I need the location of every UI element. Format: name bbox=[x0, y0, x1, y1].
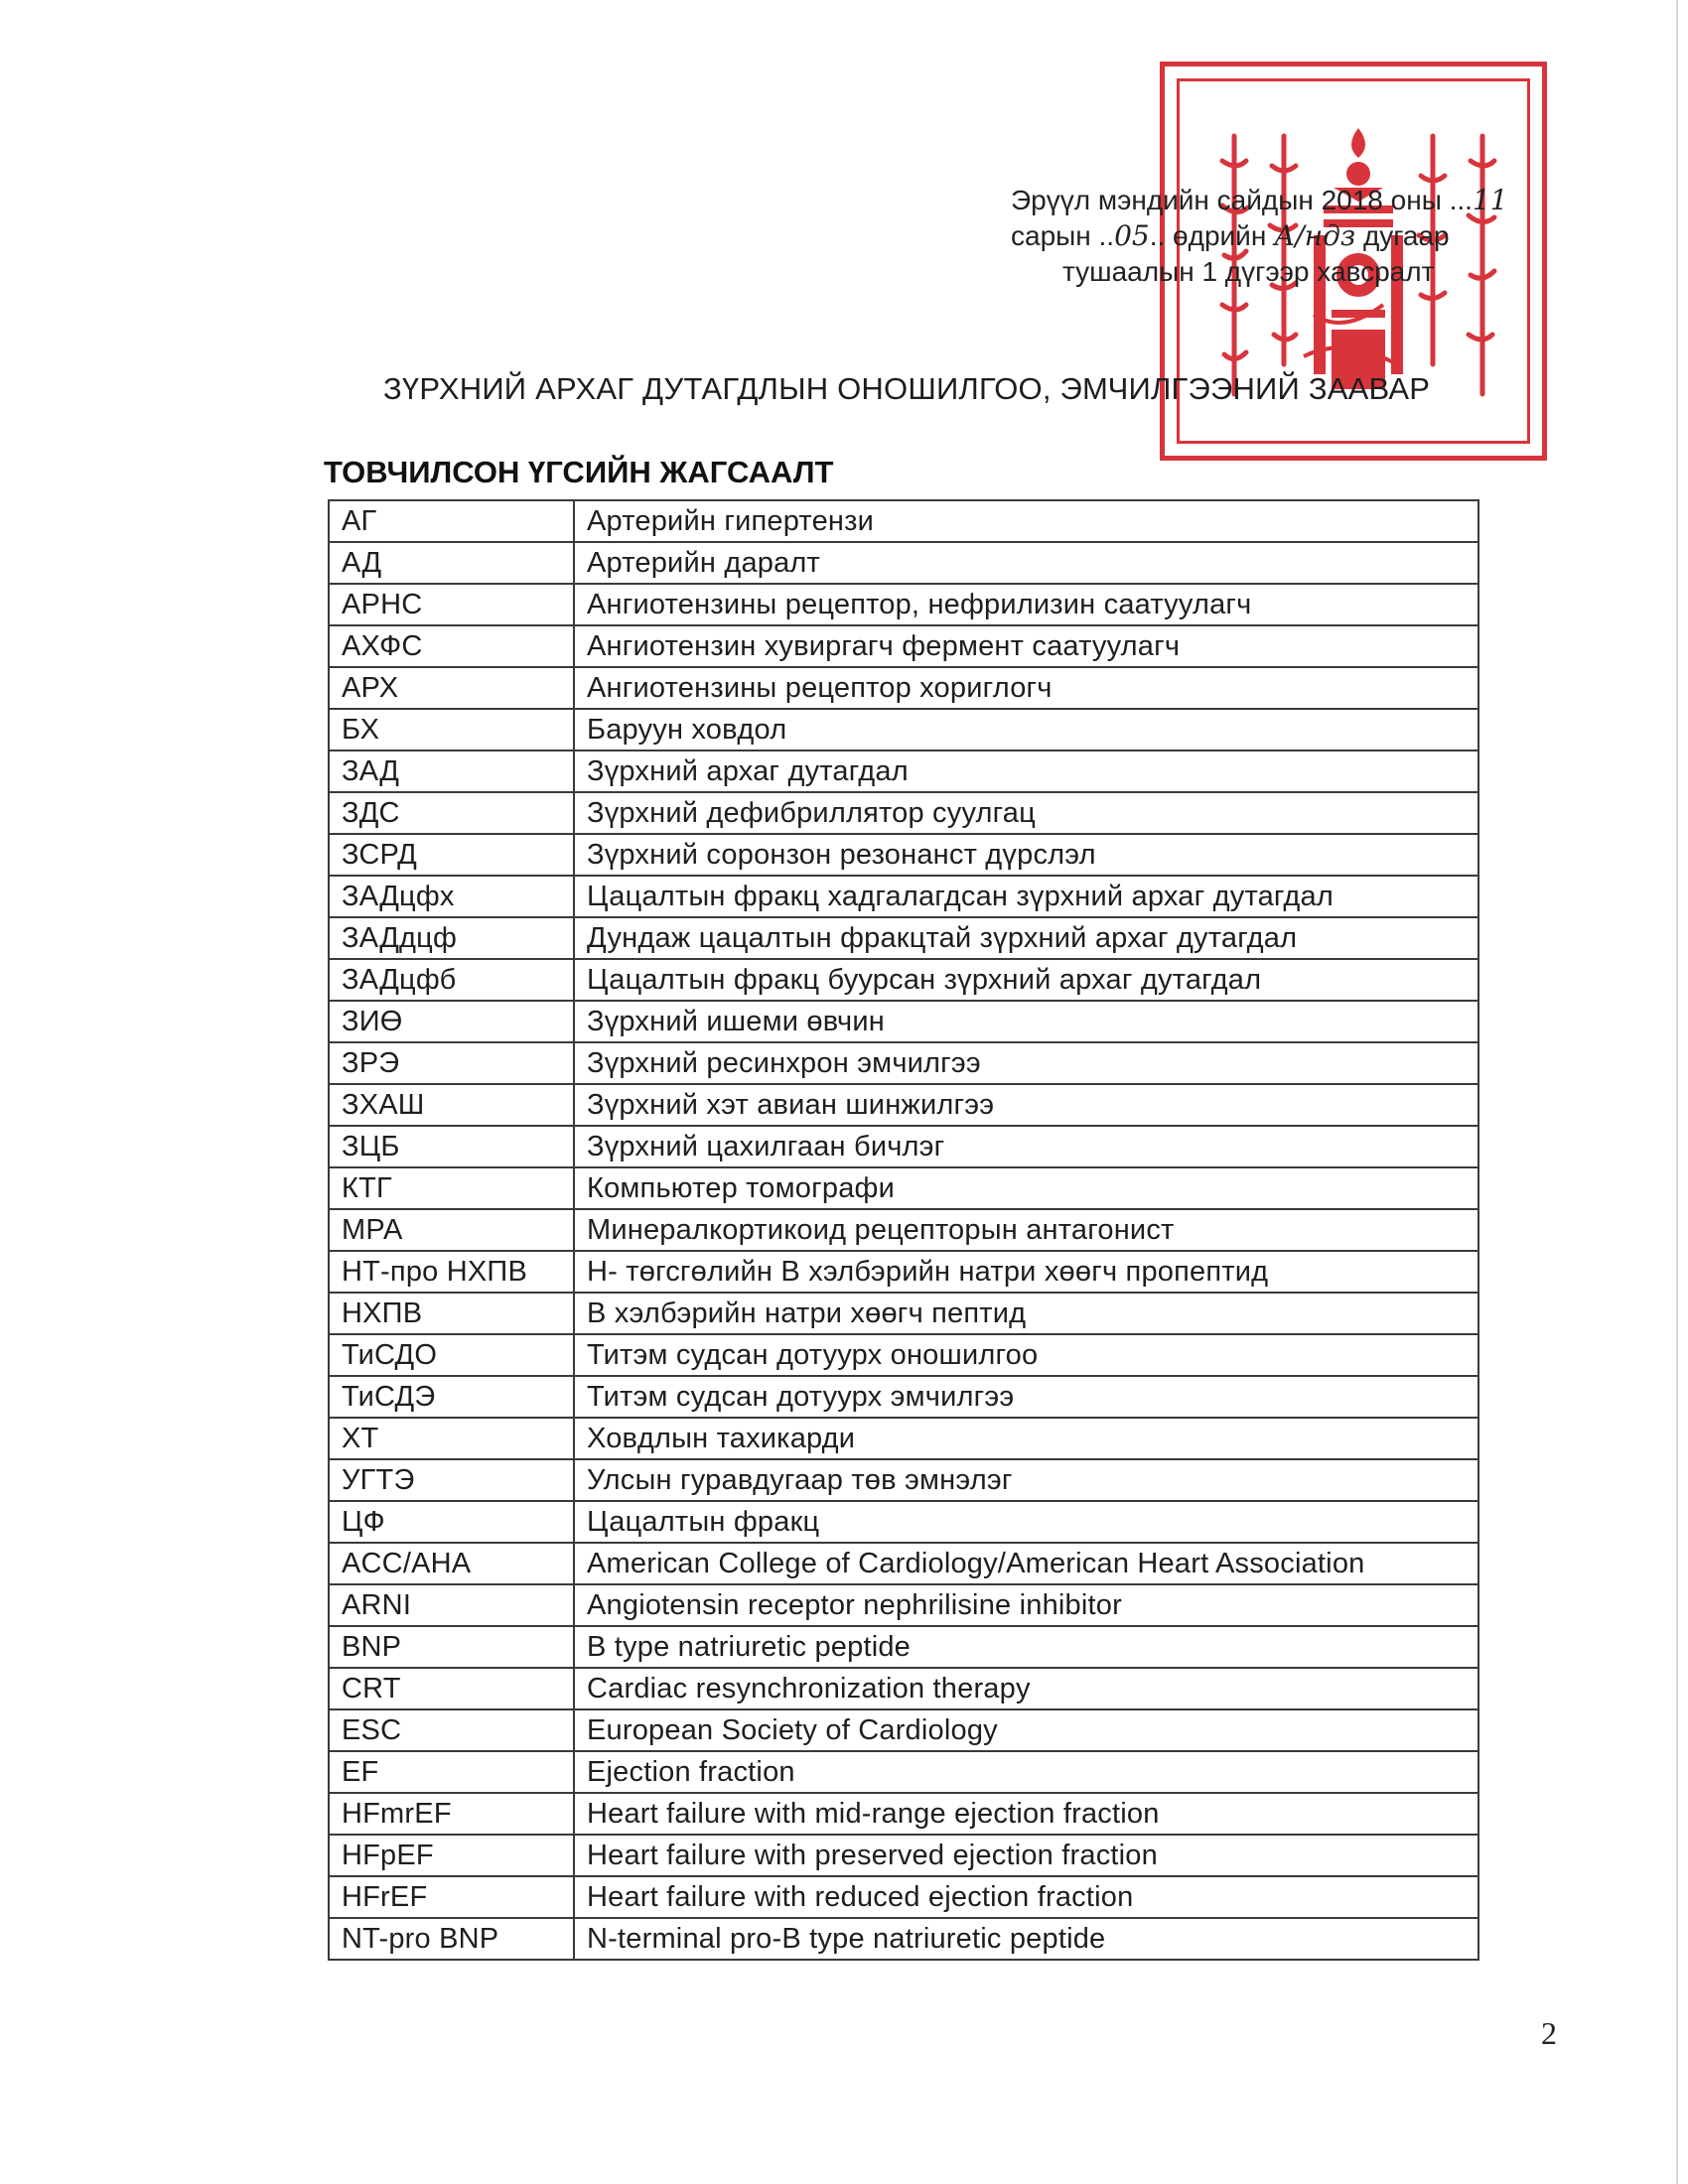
abbreviation-cell: BNP bbox=[329, 1626, 574, 1668]
annex-line-2 bbox=[1011, 218, 1527, 254]
meaning-cell: Зүрхний дефибриллятор суулгац bbox=[574, 792, 1478, 834]
meaning-cell: American College of Cardiology/American Heart Association bbox=[574, 1543, 1478, 1584]
abbreviation-cell: ТиСДЭ bbox=[329, 1376, 574, 1418]
document-title: ЗҮРХНИЙ АРХАГ ДУТАГДЛЫН ОНОШИЛГОО, ЭМЧИЛГЭЭНИЙ ЗААВАР bbox=[383, 371, 1431, 406]
annex-line-2-prefix: сарын .. bbox=[1011, 220, 1115, 251]
meaning-cell: Дундаж цацалтын фракцтай зүрхний архаг дутагдал bbox=[574, 917, 1478, 959]
meaning-cell: Цацалтын фракц буурсан зүрхний архаг дутагдал bbox=[574, 959, 1478, 1001]
meaning-cell: Титэм судсан дотуурх оношилгоо bbox=[574, 1334, 1478, 1376]
meaning-cell: B type natriuretic peptide bbox=[574, 1626, 1478, 1668]
table-row bbox=[329, 1209, 1478, 1251]
meaning-cell: Heart failure with mid-range ejection fraction bbox=[574, 1793, 1478, 1835]
meaning-cell: Ховдлын тахикарди bbox=[574, 1418, 1478, 1459]
table-row bbox=[329, 667, 1478, 709]
annex-line-1-text: Эрүүл мэндийн сайдын 2018 оны ... bbox=[1011, 185, 1473, 215]
annex-line-2-middle: .. өдрийн bbox=[1149, 220, 1267, 251]
abbreviation-cell: БХ bbox=[329, 709, 574, 751]
meaning-cell: Цацалтын фракц bbox=[574, 1501, 1478, 1543]
meaning-cell: Минералкортикоид рецепторын антагонист bbox=[574, 1209, 1478, 1251]
table-row bbox=[329, 959, 1478, 1001]
abbreviation-cell: HFmrEF bbox=[329, 1793, 574, 1835]
table-row bbox=[329, 1126, 1478, 1167]
meaning-cell: European Society of Cardiology bbox=[574, 1709, 1478, 1751]
table-row bbox=[329, 1751, 1478, 1793]
abbreviation-cell: ЗЦБ bbox=[329, 1126, 574, 1167]
table-row bbox=[329, 1418, 1478, 1459]
table-row bbox=[329, 500, 1478, 542]
abbreviation-cell: ЗАДцфх bbox=[329, 876, 574, 917]
abbreviation-cell: ЗСРД bbox=[329, 834, 574, 876]
meaning-cell: Зүрхний ишеми өвчин bbox=[574, 1001, 1478, 1042]
meaning-cell: Н- төгсгөлийн В хэлбэрийн натри хөөгч пропептид bbox=[574, 1251, 1478, 1293]
abbreviation-cell: ТиСДО bbox=[329, 1334, 574, 1376]
abbreviation-cell: АГ bbox=[329, 500, 574, 542]
abbreviations-title: ТОВЧИЛСОН ҮГСИЙН ЖАГСААЛТ bbox=[324, 455, 834, 489]
table-row bbox=[329, 1793, 1478, 1835]
meaning-cell: Heart failure with reduced ejection fraction bbox=[574, 1876, 1478, 1918]
table-row bbox=[329, 1251, 1478, 1293]
annex-line-3: тушаалын 1 дүгээр хавсралт bbox=[1062, 256, 1435, 287]
abbreviation-cell: МРА bbox=[329, 1209, 574, 1251]
table-row bbox=[329, 1501, 1478, 1543]
meaning-cell: Цацалтын фракц хадгалагдсан зүрхний архаг дутагдал bbox=[574, 876, 1478, 917]
table-row bbox=[329, 1459, 1478, 1501]
abbreviation-cell: EF bbox=[329, 1751, 574, 1793]
handwritten-order-number: А/ндз bbox=[1274, 219, 1356, 252]
meaning-cell: Зүрхний ресинхрон эмчилгээ bbox=[574, 1042, 1478, 1084]
table-row bbox=[329, 584, 1478, 625]
annex-line-1 bbox=[1011, 183, 1527, 218]
table-row bbox=[329, 917, 1478, 959]
meaning-cell: Улсын гуравдугаар төв эмнэлэг bbox=[574, 1459, 1478, 1501]
table-row bbox=[329, 1584, 1478, 1626]
abbreviation-cell: ESC bbox=[329, 1709, 574, 1751]
abbreviation-cell: АРНС bbox=[329, 584, 574, 625]
table-row bbox=[329, 1709, 1478, 1751]
meaning-cell: Angiotensin receptor nephrilisine inhibitor bbox=[574, 1584, 1478, 1626]
abbreviation-cell: CRT bbox=[329, 1668, 574, 1709]
abbreviation-cell: АД bbox=[329, 542, 574, 584]
table-row bbox=[329, 1376, 1478, 1418]
abbreviation-cell: АХФС bbox=[329, 625, 574, 667]
table-row bbox=[329, 1543, 1478, 1584]
table-row bbox=[329, 625, 1478, 667]
abbreviation-cell: ARNI bbox=[329, 1584, 574, 1626]
abbreviation-cell: ХТ bbox=[329, 1418, 574, 1459]
abbreviation-cell: ЗАДцфб bbox=[329, 959, 574, 1001]
annex-line-2-suffix: дугаар bbox=[1362, 220, 1450, 251]
abbreviation-cell: КТГ bbox=[329, 1167, 574, 1209]
meaning-cell: В хэлбэрийн натри хөөгч пептид bbox=[574, 1293, 1478, 1334]
table-row bbox=[329, 1293, 1478, 1334]
meaning-cell: Зүрхний цахилгаан бичлэг bbox=[574, 1126, 1478, 1167]
meaning-cell: Артерийн гипертензи bbox=[574, 500, 1478, 542]
abbreviation-cell: ЗХАШ bbox=[329, 1084, 574, 1126]
table-row bbox=[329, 876, 1478, 917]
meaning-cell: Зүрхний архаг дутагдал bbox=[574, 751, 1478, 792]
meaning-cell: Компьютер томографи bbox=[574, 1167, 1478, 1209]
handwritten-day: 05 bbox=[1114, 219, 1150, 252]
table-row bbox=[329, 709, 1478, 751]
meaning-cell: Ejection fraction bbox=[574, 1751, 1478, 1793]
abbreviation-cell: ЗДС bbox=[329, 792, 574, 834]
table-row bbox=[329, 834, 1478, 876]
table-row bbox=[329, 1084, 1478, 1126]
meaning-cell: Ангиотензины рецептор, нефрилизин саатуулагч bbox=[574, 584, 1478, 625]
table-row bbox=[329, 751, 1478, 792]
abbreviation-cell: NT-pro BNP bbox=[329, 1918, 574, 1960]
abbreviation-cell: HFpEF bbox=[329, 1835, 574, 1876]
table-row bbox=[329, 792, 1478, 834]
abbreviation-cell: НХПВ bbox=[329, 1293, 574, 1334]
abbreviation-cell: НТ-про НХПВ bbox=[329, 1251, 574, 1293]
table-row bbox=[329, 1001, 1478, 1042]
page-number: 2 bbox=[1541, 2015, 1557, 2051]
table-row bbox=[329, 1626, 1478, 1668]
meaning-cell: Зүрхний хэт авиан шинжилгээ bbox=[574, 1084, 1478, 1126]
abbreviation-cell: УГТЭ bbox=[329, 1459, 574, 1501]
abbreviation-cell: HFrEF bbox=[329, 1876, 574, 1918]
abbreviation-cell: АРХ bbox=[329, 667, 574, 709]
meaning-cell: Титэм судсан дотуурх эмчилгээ bbox=[574, 1376, 1478, 1418]
meaning-cell: N-terminal pro-B type natriuretic peptide bbox=[574, 1918, 1478, 1960]
abbreviation-cell: ЗРЭ bbox=[329, 1042, 574, 1084]
handwritten-month: 11 bbox=[1472, 184, 1508, 216]
table-row bbox=[329, 1876, 1478, 1918]
abbreviations-table bbox=[328, 499, 1479, 1961]
table-row bbox=[329, 1042, 1478, 1084]
table-row bbox=[329, 1835, 1478, 1876]
meaning-cell: Артерийн даралт bbox=[574, 542, 1478, 584]
abbreviation-cell: ЗИӨ bbox=[329, 1001, 574, 1042]
abbreviation-cell: ЗАДдцф bbox=[329, 917, 574, 959]
table-row bbox=[329, 1167, 1478, 1209]
meaning-cell: Ангиотензины рецептор хориглогч bbox=[574, 667, 1478, 709]
table-row bbox=[329, 1668, 1478, 1709]
abbreviation-cell: ACC/AHA bbox=[329, 1543, 574, 1584]
meaning-cell: Ангиотензин хувиргагч фермент саатуулагч bbox=[574, 625, 1478, 667]
annex-header bbox=[1011, 183, 1527, 290]
meaning-cell: Cardiac resynchronization therapy bbox=[574, 1668, 1478, 1709]
table-row bbox=[329, 1918, 1478, 1960]
meaning-cell: Heart failure with preserved ejection fraction bbox=[574, 1835, 1478, 1876]
abbreviation-cell: ЗАД bbox=[329, 751, 574, 792]
scan-page-edge bbox=[1676, 0, 1678, 2184]
table-row bbox=[329, 542, 1478, 584]
abbreviations-table-body bbox=[329, 500, 1478, 1960]
meaning-cell: Зүрхний соронзон резонанст дүрслэл bbox=[574, 834, 1478, 876]
table-row bbox=[329, 1334, 1478, 1376]
meaning-cell: Баруун ховдол bbox=[574, 709, 1478, 751]
abbreviation-cell: ЦФ bbox=[329, 1501, 574, 1543]
